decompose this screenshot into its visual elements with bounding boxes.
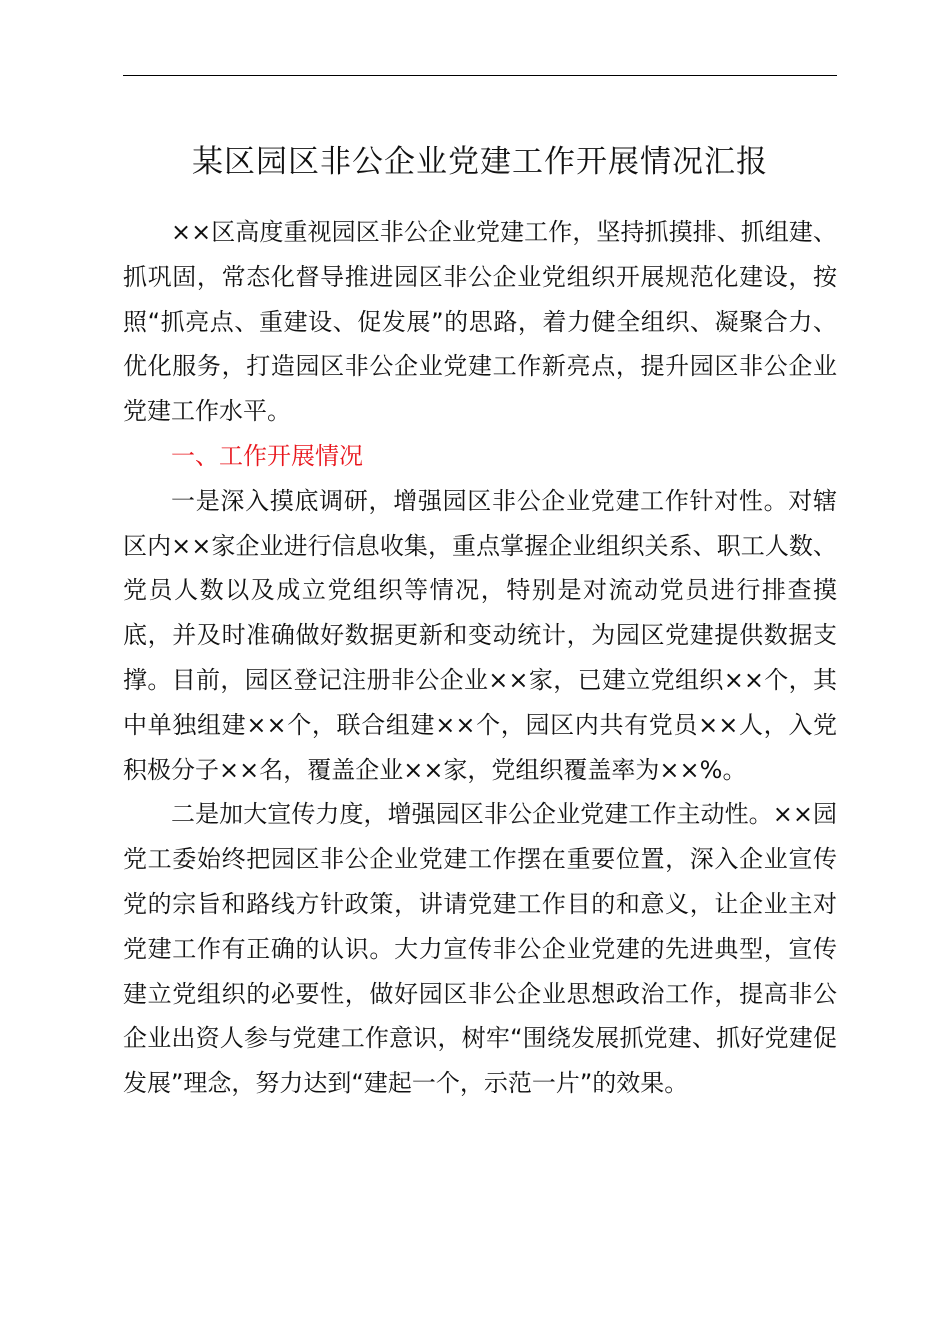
section-heading: 一、工作开展情况 bbox=[171, 441, 363, 470]
header-rule bbox=[123, 75, 837, 76]
paragraph-1: 一是深入摸底调研，增强园区非公企业党建工作针对性。对辖区内××家企业进行信息收集，重点掌握企业组织关系、职工人数、党员人数以及成立党组织等情况，特别是对流动党员进行排查摸底，并及时准确做好数据更新和变动统计，为园区党建提供数据支撑。目前，园区登记注册非公企业××家，已建立党组织××个，其中单独组建××个，联合组建××个，园区内共有党员××人，入党积极分子××名，覆盖企业××家，党组织覆盖率为××%。 bbox=[123, 486, 837, 784]
document-body bbox=[123, 210, 837, 1106]
intro-paragraph: ××区高度重视园区非公企业党建工作，坚持抓摸排、抓组建、抓巩固，常态化督导推进园区非公企业党组织开展规范化建设，按照“抓亮点、重建设、促发展”的思路，着力健全组织、凝聚合力、优化服务，打造园区非公企业党建工作新亮点，提升园区非公企业党建工作水平。 bbox=[123, 218, 837, 426]
paragraph-2: 二是加大宣传力度，增强园区非公企业党建工作主动性。××园党工委始终把园区非公企业党建工作摆在重要位置，深入企业宣传党的宗旨和路线方针政策，讲请党建工作目的和意义，让企业主对党建工作有正确的认识。大力宣传非公企业党建的先进典型，宣传建立党组织的必要性，做好园区非公企业思想政治工作，提高非公企业出资人参与党建工作意识，树牢“围绕发展抓党建、抓好党建促发展”理念，努力达到“建起一个，示范一片”的效果。 bbox=[123, 800, 837, 1098]
document-title: 某区园区非公企业党建工作开展情况汇报 bbox=[192, 144, 768, 180]
